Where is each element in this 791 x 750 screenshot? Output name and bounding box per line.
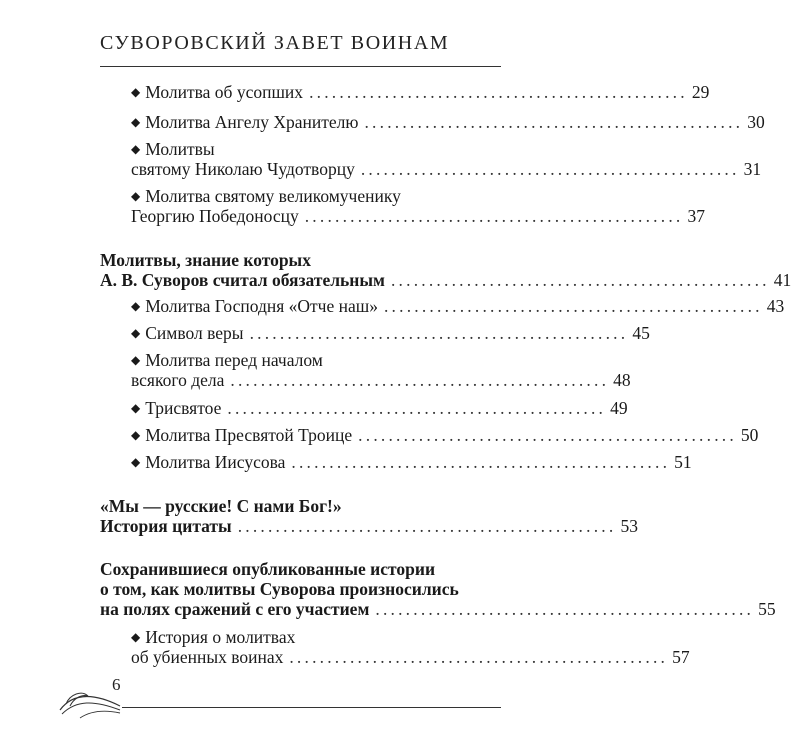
toc-entry-title-cont: всякого дела [131, 370, 225, 390]
toc-entry[interactable] [131, 296, 785, 319]
toc-entry[interactable] [131, 398, 628, 421]
diamond-bullet-icon: ◆ [131, 85, 141, 99]
toc-entry-title: Молитва Господня «Отче наш» [145, 296, 378, 316]
toc-section-title-cont: о том, как молитвы Суворова произносились [100, 579, 459, 599]
toc-page-number: 31 [743, 159, 762, 179]
toc-section-line1[interactable] [100, 496, 469, 517]
running-header: СУВОРОВСКИЙ ЗАВЕТ ВОИНАМ [100, 32, 450, 54]
toc-page-number: 41 [773, 270, 791, 290]
leader-dots: .................................................. [227, 398, 607, 418]
toc-page-number: 50 [740, 425, 759, 445]
toc-section-line2[interactable] [100, 270, 791, 291]
leader-dots: .................................................. [237, 516, 617, 536]
leader-dots: .................................................. [291, 452, 671, 472]
toc-page-number: 29 [691, 82, 710, 102]
toc-section-line3[interactable] [100, 599, 776, 620]
diamond-bullet-icon: ◆ [131, 455, 141, 469]
toc-section-title-cont: История цитаты [100, 516, 232, 536]
diamond-bullet-icon: ◆ [131, 428, 141, 442]
toc-section-title-cont: на полях сражений с его участием [100, 599, 370, 619]
toc-entry-title-cont: Георгию Победоносцу [131, 206, 299, 226]
leader-dots: .................................................. [289, 647, 669, 667]
toc-entry-title: Молитва Иисусова [145, 452, 286, 472]
leader-dots: .................................................. [360, 159, 740, 179]
toc-entry[interactable] [131, 112, 765, 135]
toc-entry[interactable] [131, 323, 650, 346]
toc-entry-line2[interactable] [131, 159, 762, 180]
diamond-bullet-icon: ◆ [131, 142, 141, 156]
leader-dots: .................................................. [375, 599, 755, 619]
diamond-bullet-icon: ◆ [131, 630, 141, 644]
diamond-bullet-icon: ◆ [131, 326, 141, 340]
diamond-bullet-icon: ◆ [131, 189, 141, 203]
leader-dots: .................................................. [309, 82, 688, 102]
leader-dots: .................................................. [249, 323, 629, 343]
toc-entry-line2[interactable] [131, 370, 631, 391]
diamond-bullet-icon: ◆ [131, 353, 141, 367]
toc-section-title: Сохранившиеся опубликованные истории [100, 559, 436, 579]
toc-page-number: 48 [613, 370, 631, 390]
toc-page-number: 45 [632, 323, 650, 343]
toc-entry-title: История о молитвах [145, 627, 296, 647]
toc-page-number: 53 [620, 516, 638, 536]
toc-entry[interactable] [131, 425, 759, 448]
toc-page-number: 57 [672, 647, 690, 667]
toc-entry-title: Молитва Пресвятой Троице [145, 425, 353, 445]
leader-dots: .................................................. [364, 112, 744, 132]
toc-entry-title: Молитва перед началом [145, 350, 323, 370]
toc-entry-title: Молитва Ангелу Хранителю [145, 112, 359, 132]
toc-section-line2[interactable] [100, 516, 638, 537]
page-number: 6 [112, 675, 121, 694]
toc-entry-title: Трисвятое [145, 398, 222, 418]
toc-section-line1[interactable] [100, 559, 469, 580]
diamond-bullet-icon: ◆ [131, 299, 141, 313]
toc-entry-title: Молитвы [145, 139, 215, 159]
toc-entry-line2[interactable] [131, 647, 690, 668]
toc-page-number: 37 [687, 206, 705, 226]
toc-page-number: 49 [610, 398, 628, 418]
toc-page-number: 51 [674, 452, 692, 472]
toc-section-title: «Мы — русские! С нами Бог!» [100, 496, 342, 516]
toc-entry-title: Молитва святому великомученику [145, 186, 401, 206]
leader-dots: .................................................. [358, 425, 737, 445]
toc-entry-title: Молитва об усопших [145, 82, 304, 102]
toc-section-line1[interactable] [100, 250, 469, 271]
leader-dots: .................................................. [304, 206, 684, 226]
leader-dots: .................................................. [390, 270, 770, 290]
diamond-bullet-icon: ◆ [131, 401, 141, 415]
toc-entry-title-cont: святому Николаю Чудотворцу [131, 159, 355, 179]
leader-dots: .................................................. [383, 296, 763, 316]
toc-entry-title: Символ веры [145, 323, 244, 343]
toc-entry[interactable] [131, 82, 710, 105]
toc-entry-line2[interactable] [131, 206, 705, 227]
toc-page-number: 43 [766, 296, 785, 316]
diamond-bullet-icon: ◆ [131, 115, 141, 129]
leader-dots: .................................................. [230, 370, 610, 390]
footer-rule [122, 707, 501, 708]
toc-page-number: 30 [747, 112, 765, 132]
toc-section-title: Молитвы, знание которых [100, 250, 311, 270]
toc-entry[interactable] [131, 452, 692, 475]
toc-page-number: 55 [758, 599, 776, 619]
toc-section-line2[interactable] [100, 579, 469, 600]
toc-section-title-cont: А. В. Суворов считал обязательным [100, 270, 385, 290]
toc-entry-title-cont: об убиенных воинах [131, 647, 284, 667]
